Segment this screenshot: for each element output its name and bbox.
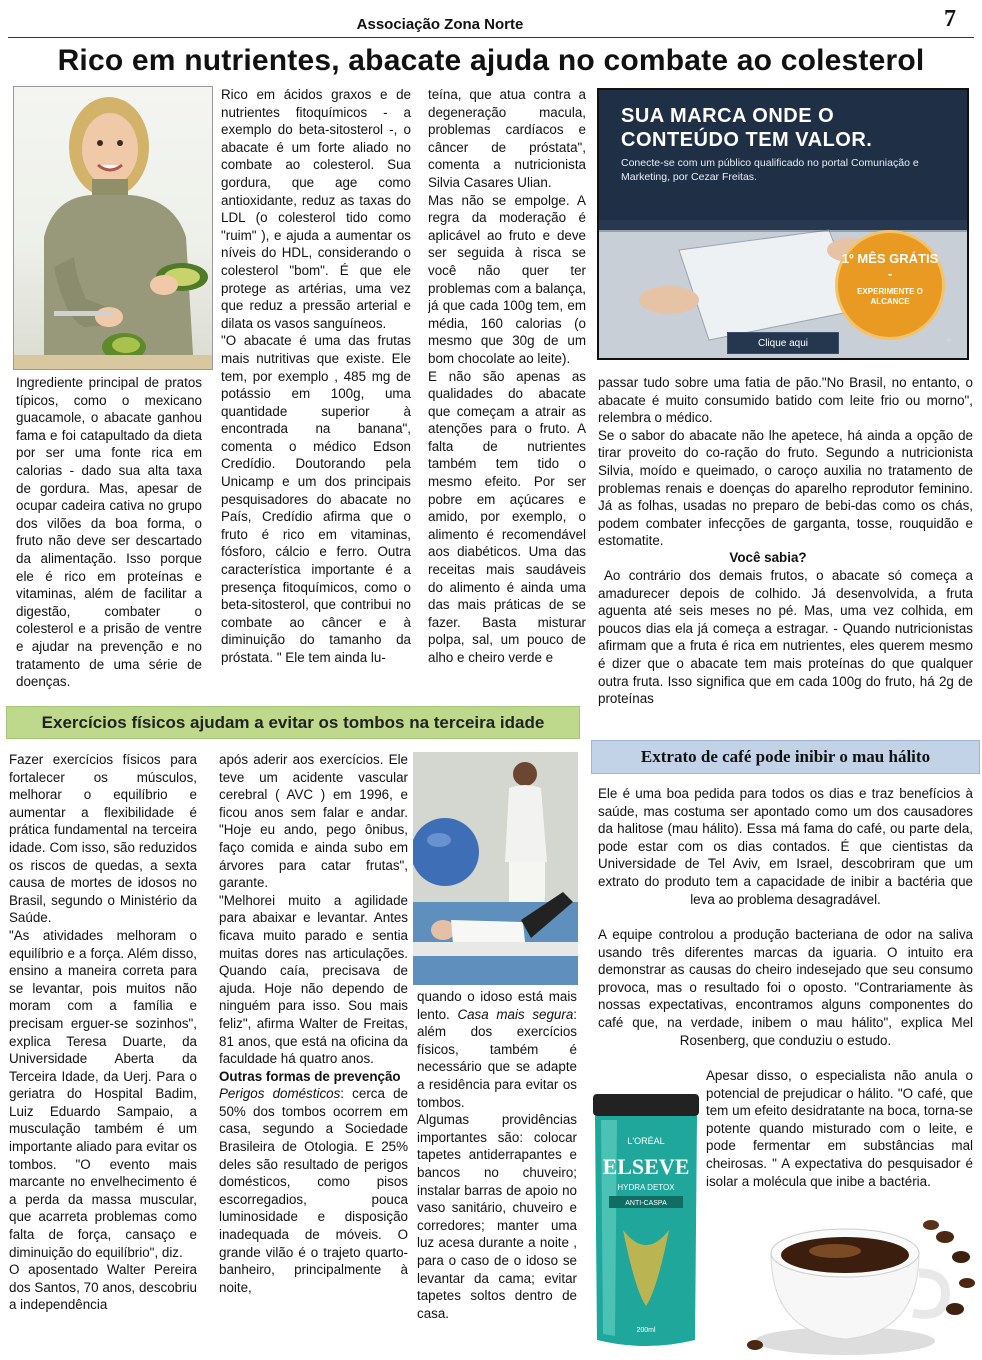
exercicios-column-1 [9, 751, 197, 1333]
shampoo-line: HYDRA DETOX [617, 1183, 675, 1192]
abacate-column-2 [221, 86, 411, 686]
abacate-col4-paragraph-2: Se o sabor do abacate não lhe apetece, há ainda a opção de tirar proveito do co-ração do fruto. Segundo a nutricionista Silvia, moído e queimado, o caroço auxilia no tratamento de problemas renais e doenças do aparelho reprodutor feminino. Já as folhas, usadas no preparo de bebi-das como os chás, podem combater infecções de garganta, tosse, rouquidão e estomatite. [598, 427, 973, 549]
exercicios-col1-paragraph-1: Fazer exercícios físicos para fortalecer os músculos, melhorar o equilíbrio e aumentar a flexibilidade é prática fundamental na terceira idade. Com isso, são reduzidos os riscos de quedas, a sexta causa de mortes de idosos no Brasil, segundo o Ministério da Saúde. [9, 752, 197, 926]
advertisement[interactable] [597, 88, 969, 360]
cafe-paragraph-2: A equipe controlou a produção bacteriana de odor na saliva usando três diferentes marcas da iguaria. O intuito era demonstrar as causas do cheiro indesejado que seu consumo provoca, mas o resultado foi o oposto. "Contrariamente às nossas expectativas, encontramos alguns componentes do café que, na verdade, inibem o mau hálito", explica Mel Rosenberg, que conduziu o estudo. [598, 927, 973, 1048]
col3-rest: : além dos exercícios físicos, também é necessário que se adapte a residência para evitar os tombos. [417, 1006, 577, 1110]
exercicios-column-3 [417, 988, 577, 1340]
col3-intro: quando o idoso está mais lento. [417, 989, 577, 1022]
abacate-col4-paragraph-1: passar tudo sobre uma fatia de pão."No Brasil, no entanto, o abacate é muito consumido batido com leite frio ou morno", relembra o médico. [598, 375, 973, 426]
ad-promo-badge [835, 230, 945, 340]
shampoo-bottle-photo [587, 1090, 705, 1352]
ad-badge-subtext: EXPERIMENTE O ALCANCE [857, 287, 923, 306]
providencias-paragraph: Algumas providências importantes são: colocar tapetes antiderrapantes e bancos no chuveiro; instalar barras de apoio no vaso sanitário, chuveiro e corredores; manter uma luz acesa durante a noite , para o caso de o idoso se levantar da cama; evitar tapetes soltos dentro de casa. [417, 1112, 577, 1321]
voce-sabia-title: Você sabia? [729, 550, 807, 565]
exercicios-banner: Exercícios físicos ajudam a evitar os tombos na terceira idade [6, 706, 580, 739]
abacate-column-3 [428, 86, 586, 686]
exercicios-col2-paragraph-1: após aderir aos exercícios. Ele teve um acidente vascular cerebral ( AVC ) em 1996, e ficou anos sem falar e andar. "Hoje eu ando, pego ônibus, faço comida e ainda subo em árvores para catar frutas", garante. [219, 752, 408, 891]
casa-segura-paragraph [417, 988, 577, 1111]
abacate-column-1 [16, 374, 202, 692]
shampoo-sub: ANTI-CASPA [625, 1200, 667, 1207]
woman-avocado-photo [13, 86, 213, 370]
abacate-col1-paragraph: Ingrediente principal de pratos típicos, como o mexicano guacamole, o abacate ganhou fama e foi catapultado da dieta por ser uma fonte rica em calorias - dado sua alta taxa de gordura. Mas, apesar de ocupar cadeira cativa no grupo dos vilões da boa forma, o fruto não deve ser descartado da alimentação. Isso porque ele é rico em proteínas e vitaminas, além de facilitar a digestão, combater o colesterol e a prisão de ventre e ajudar na prevenção e no tratamento de uma série de doenças. [16, 375, 202, 690]
perigos-paragraph [219, 1085, 408, 1296]
abacate-col2-paragraph-1: Rico em ácidos graxos e de nutrientes fitoquímicos - a exemplo do beta-sitosterol -, o abacate é um forte aliado no combate ao colesterol. Sua gordura, que age como antioxidante, reduz as taxas do LDL (o colesterol tido como "ruim" ), e ajuda a aumentar os níveis do HDL, considerando o colesterol "bom". É que ele protege as artérias, uma vez que reduz a pressão arterial e dilata os vasos sanguíneos. [221, 87, 411, 331]
exercicios-column-2 [219, 751, 408, 1341]
header-divider [8, 37, 974, 38]
shampoo-product: ELSEVE [602, 1154, 690, 1179]
cafe-paragraph-1: Ele é uma boa pedida para todos os dias e traz benefícios à saúde, mas costuma ser apontado como um dos causadores da halitose (mau hálito). Essa má fama do café, ou parte dela, pode estar com os dias contados. É que cientistas da Universidade de Tel Aviv, em Israel, descobriram que um extrato do produto tem a capacidade de inibir a bactéria que leva ao problema desagradável. [598, 786, 973, 907]
abacate-col2-paragraph-2: "O abacate é uma das frutas mais nutritivas que existe. Ele tem, por exemplo , 485 mg de potássio em 100g, uma quantidade superior à encontrada na banana", comenta o médico Edson Credídio. Doutorando pela Unicamp e um dos principais pesquisadores do abacate no País, Credídio afirma que o fruto é rico em vitaminas, fósforo, cálcio e ferro. Outra característica importante é a presença fitoquímicos, como o beta-sitosterol, que contribui no combate ao câncer e à diminuição do tamanho da próstata. " Ele tem ainda lu- [221, 333, 411, 665]
abacate-column-4 [598, 374, 973, 550]
abacate-col3-paragraph-1: teína, que atua contra a degeneração macula, problemas cardíacos e câncer de próstata", comenta a nutricionista Silvia Casares Ulian. [428, 87, 586, 190]
exercicios-col1-paragraph-2: "As atividades melhoram o equilíbrio e a força. Além disso, ensino a maneira correta para se levantar, pois muitos não moram com a família e precisam erguer-se sozinhos", explica Teresa Duarte, da Universidade Aberta da Terceira Idade, da Uerj. Para o geriatra do Hospital Badim, Luiz Eduardo Sampaio, a musculação também é um importante aliado para evitar os tombos. "O evento mais marcante no envelhecimento é a perda da massa muscular, que acarreta problemas como falta de força, cansaço e diminuição do equilíbrio", diz. [9, 927, 197, 1260]
publication-name: Associação Zona Norte [356, 16, 524, 33]
ad-title: SUA MARCA ONDE O CONTEÚDO TEM VALOR. [621, 105, 873, 151]
cafe-banner: Extrato de café pode inibir o mau hálito [591, 740, 980, 774]
perigos-text: : cerca de 50% dos tombos ocorrem em casa, segundo a Sociedade Brasileira de Otologia. E 25% deles são resultado de perigos domésticos, como pisos escorregadios, pouca luminosidade e disposição inadequada de móveis. O grande vilão é o trajeto quarto-banheiro, principalmente à noite, [219, 1086, 408, 1295]
ad-badge-headline: 1º MÊS GRÁTIS - [841, 251, 939, 281]
exercicios-col2-paragraph-2: "Melhorei muito a agilidade para abaixar e levantar. Antes ficava muito parado e sentia muitas dores nas articulações. Quando caía, precisava de ajuda. Hoje não dependo de ninguém para isso. Sou mais feliz", afirma Walter de Freitas, 81 anos, que está na oficina da faculdade há quatro anos. [219, 892, 408, 1067]
therapy-session-photo [413, 752, 578, 985]
sparkle-icon: ✦ [943, 332, 955, 348]
shampoo-volume: 200ml [636, 1327, 656, 1334]
coffee-cup-photo [735, 1213, 980, 1358]
headline: Rico em nutrientes, abacate ajuda no combate ao colesterol [57, 44, 925, 77]
cafe-paragraph-3: Apesar disso, o especialista não anula o potencial de prejudicar o hálito. "O café, que tem um efeito desidratante na boca, torna-se potente quando misturado com o leite, e pode fermentar em substâncias mal cheirosas. " A expectativa do pesquisador é isolar a molécula que inibe a bactéria. [706, 1068, 973, 1189]
ad-description: Conecte-se com um público qualificado no portal Comuniação e Marketing, por Cezar Freitas. [621, 157, 919, 183]
perigos-label: Perigos domésticos [219, 1086, 341, 1102]
abacate-col3-paragraph-3: E não são apenas as qualidades do abacate que começam a atrair as atenções para o fruto. A falta de nutrientes também tem tido o mesmo efeito. Por ser pobre em açúcares e amido, por exemplo, o alimento é recomendável aos diabéticos. Uma das receitas mais saudáveis do alimento é ainda uma das mais práticas de se fazer. Basta misturar polpa, sal, um pouco de alho e cheiro verde e [428, 368, 586, 665]
outras-formas-subhead: Outras formas de prevenção [219, 1068, 401, 1084]
abacate-col3-paragraph-2: Mas não se empolge. A regra da moderação é aplicável ao fruto e deve ser seguida à risca se você não quer ter problemas com a balança, já que cada 100g tem, em média, 160 calorias (o mesmo que 30g de um bom chocolate ao leite). [428, 192, 586, 366]
casa-segura-label: Casa mais segura [457, 1006, 574, 1022]
shampoo-brand: L'ORÉAL [627, 1136, 665, 1146]
page-number: 7 [944, 6, 956, 32]
ad-click-button[interactable]: Clique aqui [727, 332, 839, 354]
exercicios-col1-paragraph-3: O aposentado Walter Pereira dos Santos, 70 anos, descobriu a independência [9, 1262, 197, 1313]
voce-sabia-text: Ao contrário dos demais frutos, o abacate só começa a amadurecer depois de colhido. Já desenvolvida, a fruta aguenta até seis meses no pé. Mas, uma vez colhida, em poucos dias ela já começa a estragar. - Quando nutricionistas afirmam que a fruta é rica em nutrientes, eles querem mesmo é dizer que o abacate tem mais proteínas do que qualquer outra fruta. Isso significa que em cada 100g do fruto, há 2g de proteínas [598, 568, 973, 707]
